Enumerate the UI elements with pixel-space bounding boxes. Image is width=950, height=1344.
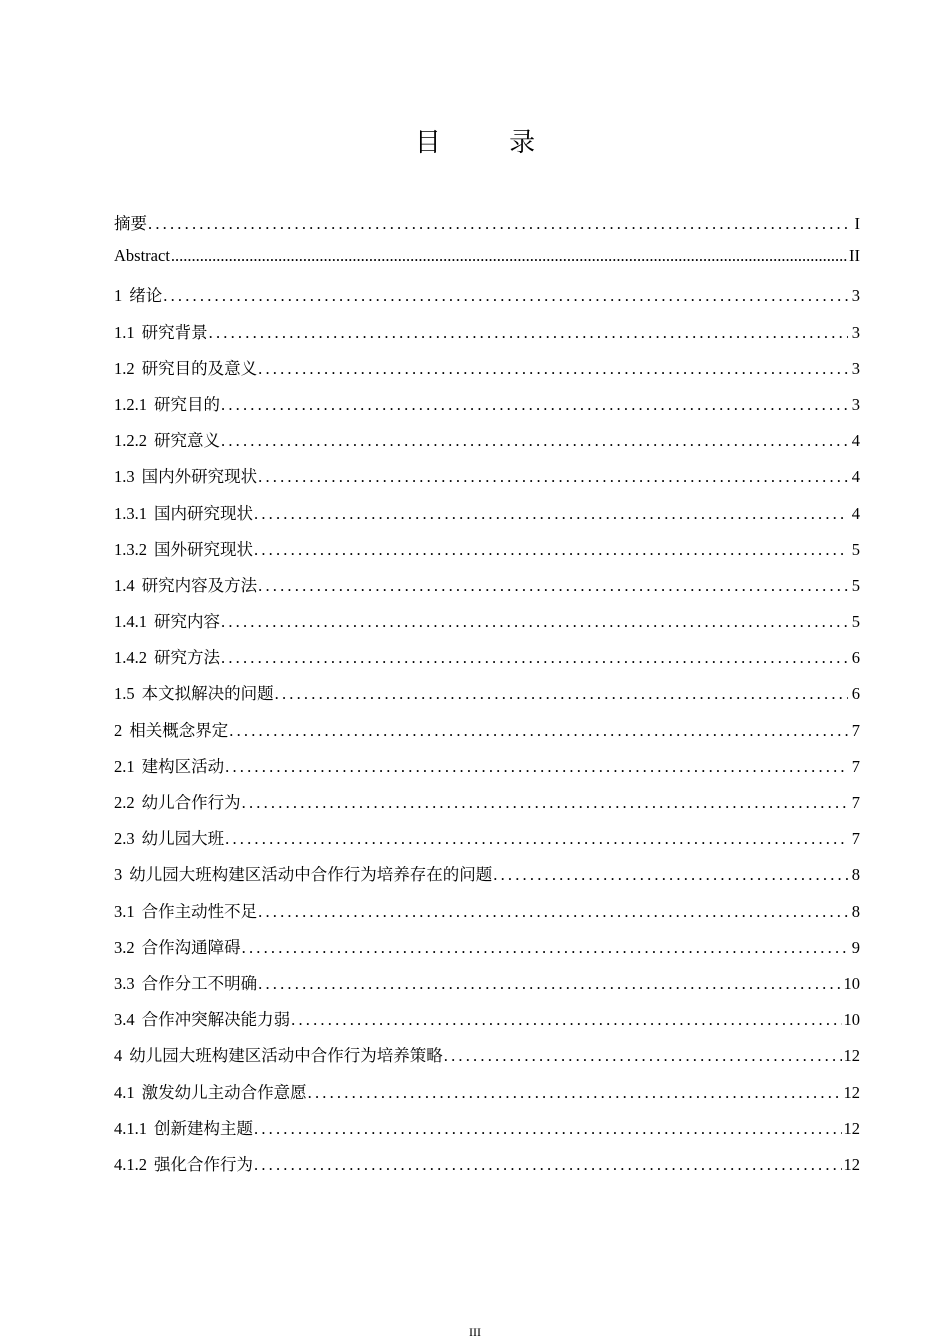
toc-entry[interactable] — [114, 391, 860, 427]
toc-entry-page: 4 — [851, 503, 860, 523]
table-of-contents — [114, 210, 860, 1187]
toc-entry-page: II — [849, 246, 860, 266]
toc-entry[interactable] — [114, 1151, 860, 1187]
toc-entry-number: 1.3 — [114, 467, 135, 487]
toc-entry-number: 4.1.1 — [114, 1118, 147, 1138]
toc-entry[interactable] — [114, 319, 860, 355]
toc-leader-dots — [225, 829, 848, 849]
toc-entry-page: 12 — [843, 1082, 860, 1102]
toc-leader-dots — [493, 865, 848, 885]
toc-leader-dots — [254, 1155, 842, 1175]
toc-leader-dots — [308, 1083, 842, 1103]
toc-entry[interactable] — [114, 934, 860, 970]
toc-entry[interactable] — [114, 355, 860, 391]
toc-entry-page: 8 — [851, 865, 860, 885]
toc-entry[interactable] — [114, 427, 860, 463]
toc-leader-dots — [254, 504, 848, 524]
toc-entry[interactable] — [114, 753, 860, 789]
toc-entry[interactable] — [114, 282, 860, 318]
toc-leader-dots — [254, 1119, 842, 1139]
toc-entry-page: 3 — [851, 322, 860, 342]
toc-leader-dots — [225, 757, 848, 777]
toc-entry[interactable] — [114, 463, 860, 499]
toc-leader-dots — [258, 576, 848, 596]
toc-entry[interactable] — [114, 825, 860, 861]
toc-entry-page: 3 — [851, 394, 860, 414]
toc-leader-dots — [221, 395, 848, 415]
toc-entry-label: 国外研究现状 — [154, 539, 253, 559]
toc-entry-number: 3.1 — [114, 901, 135, 921]
toc-entry-label: 研究背景 — [141, 322, 208, 342]
toc-leader-dots — [242, 938, 848, 958]
toc-entry-page: 4 — [851, 431, 860, 451]
toc-entry-page: 3 — [851, 286, 860, 306]
toc-entry-page: I — [854, 214, 860, 233]
toc-entry-page: 12 — [843, 1046, 860, 1066]
toc-entry[interactable] — [114, 861, 860, 897]
toc-leader-dots — [444, 1046, 842, 1066]
toc-leader-dots — [148, 214, 848, 234]
toc-entry-page: 5 — [851, 575, 860, 595]
toc-entry-label: Abstract — [114, 246, 170, 266]
toc-entry-page: 7 — [851, 829, 860, 849]
page-number: III — [469, 1325, 481, 1339]
toc-entry-page: 7 — [851, 793, 860, 812]
toc-entry-label: 幼儿合作行为 — [141, 793, 241, 812]
toc-entry-number: 2.2 — [114, 793, 135, 812]
toc-entry[interactable] — [114, 536, 860, 572]
toc-entry-label: 合作主动性不足 — [141, 901, 258, 921]
toc-entry-label: 合作沟通障碍 — [141, 937, 241, 957]
toc-entry-page: 9 — [851, 937, 860, 957]
toc-leader-dots — [221, 612, 848, 632]
toc-entry-page: 12 — [843, 1118, 860, 1138]
toc-entry-label: 研究目的及意义 — [141, 358, 258, 378]
toc-entry-page: 8 — [851, 901, 860, 921]
toc-leader-dots — [221, 431, 848, 451]
toc-entry-number: 3 — [114, 865, 123, 885]
toc-entry-number: 1.3.1 — [114, 503, 147, 523]
toc-entry-label: 摘要 — [114, 214, 147, 233]
toc-entry-number: 4.1 — [114, 1082, 135, 1102]
toc-leader-dots — [242, 793, 848, 813]
toc-entry[interactable] — [114, 1006, 860, 1042]
toc-entry-number: 2 — [114, 720, 123, 740]
toc-entry[interactable] — [114, 1079, 860, 1115]
toc-entry-number: 1.4.2 — [114, 648, 147, 668]
toc-entry[interactable] — [114, 1115, 860, 1151]
toc-entry-number: 3.3 — [114, 973, 135, 993]
toc-entry[interactable] — [114, 789, 860, 825]
toc-entry-label: 创新建构主题 — [154, 1118, 253, 1138]
toc-entry-page: 12 — [843, 1154, 860, 1174]
toc-entry[interactable] — [114, 500, 860, 536]
toc-entry[interactable] — [114, 572, 860, 608]
toc-entry-number: 1.1 — [114, 322, 135, 342]
toc-leader-dots — [258, 359, 848, 379]
toc-leader-dots — [209, 323, 848, 343]
toc-entry-label: 研究目的 — [154, 394, 220, 414]
toc-entry-label: 合作分工不明确 — [141, 973, 258, 993]
toc-entry[interactable] — [114, 246, 860, 282]
toc-entry-page: 4 — [851, 467, 860, 487]
toc-entry-label: 幼儿园大班构建区活动中合作行为培养存在的问题 — [129, 865, 493, 885]
toc-leader-dots — [171, 246, 847, 266]
toc-leader-dots — [254, 540, 848, 560]
toc-leader-dots — [229, 721, 848, 741]
toc-entry-label: 相关概念界定 — [129, 720, 229, 740]
toc-leader-dots — [258, 902, 848, 922]
toc-entry-label: 幼儿园大班 — [141, 829, 225, 849]
toc-leader-dots — [258, 974, 841, 994]
toc-entry-page: 5 — [851, 539, 860, 559]
toc-title: 目 录 — [414, 128, 566, 158]
toc-entry-number: 1.2.1 — [114, 394, 147, 414]
toc-entry[interactable] — [114, 970, 860, 1006]
toc-entry-number: 1.2 — [114, 358, 135, 378]
toc-entry-number: 2.3 — [114, 829, 135, 849]
toc-entry[interactable] — [114, 898, 860, 934]
toc-entry-label: 本文拟解决的问题 — [141, 684, 274, 704]
toc-leader-dots — [275, 684, 848, 704]
toc-entry-number: 2.1 — [114, 756, 135, 776]
toc-entry-label: 强化合作行为 — [154, 1154, 253, 1174]
toc-leader-dots — [221, 648, 848, 668]
toc-entry-label: 研究内容及方法 — [141, 575, 258, 595]
toc-entry-page: 3 — [851, 358, 860, 378]
toc-entry[interactable] — [114, 608, 860, 644]
toc-entry-page: 7 — [851, 720, 860, 740]
toc-entry[interactable] — [114, 210, 860, 246]
toc-entry-number: 1 — [114, 286, 123, 306]
toc-entry-label: 激发幼儿主动合作意愿 — [141, 1082, 307, 1102]
toc-entry-label: 国内外研究现状 — [141, 467, 258, 487]
toc-entry-label: 建构区活动 — [141, 756, 225, 776]
toc-entry-number: 1.2.2 — [114, 431, 147, 451]
toc-entry-label: 国内研究现状 — [154, 503, 253, 523]
toc-entry-page: 10 — [843, 973, 860, 993]
toc-entry-number: 1.4.1 — [114, 612, 147, 632]
toc-entry-number: 1.5 — [114, 684, 135, 704]
toc-entry-label: 合作冲突解决能力弱 — [141, 1010, 291, 1030]
toc-entry-number: 3.2 — [114, 937, 135, 957]
toc-entry-label: 研究内容 — [154, 612, 220, 632]
toc-leader-dots — [163, 286, 848, 306]
toc-entry-page: 7 — [851, 756, 860, 776]
toc-entry[interactable] — [114, 644, 860, 680]
toc-entry[interactable] — [114, 717, 860, 753]
toc-entry-number: 4.1.2 — [114, 1154, 147, 1174]
toc-entry[interactable] — [114, 680, 860, 716]
toc-entry-page: 6 — [851, 648, 860, 668]
toc-entry-number: 1.4 — [114, 575, 135, 595]
toc-entry-page: 6 — [851, 684, 860, 704]
toc-entry-number: 3.4 — [114, 1010, 135, 1030]
toc-entry-page: 5 — [851, 612, 860, 632]
toc-entry-number: 1.3.2 — [114, 539, 147, 559]
toc-entry[interactable] — [114, 1042, 860, 1078]
toc-entry-page: 10 — [843, 1010, 860, 1030]
toc-entry-label: 幼儿园大班构建区活动中合作行为培养策略 — [129, 1046, 443, 1066]
toc-entry-label: 研究意义 — [154, 431, 220, 451]
toc-leader-dots — [291, 1010, 841, 1030]
toc-entry-number: 4 — [114, 1046, 123, 1066]
toc-entry-label: 绪论 — [129, 286, 163, 306]
toc-entry-label: 研究方法 — [154, 648, 220, 668]
toc-leader-dots — [258, 467, 848, 487]
